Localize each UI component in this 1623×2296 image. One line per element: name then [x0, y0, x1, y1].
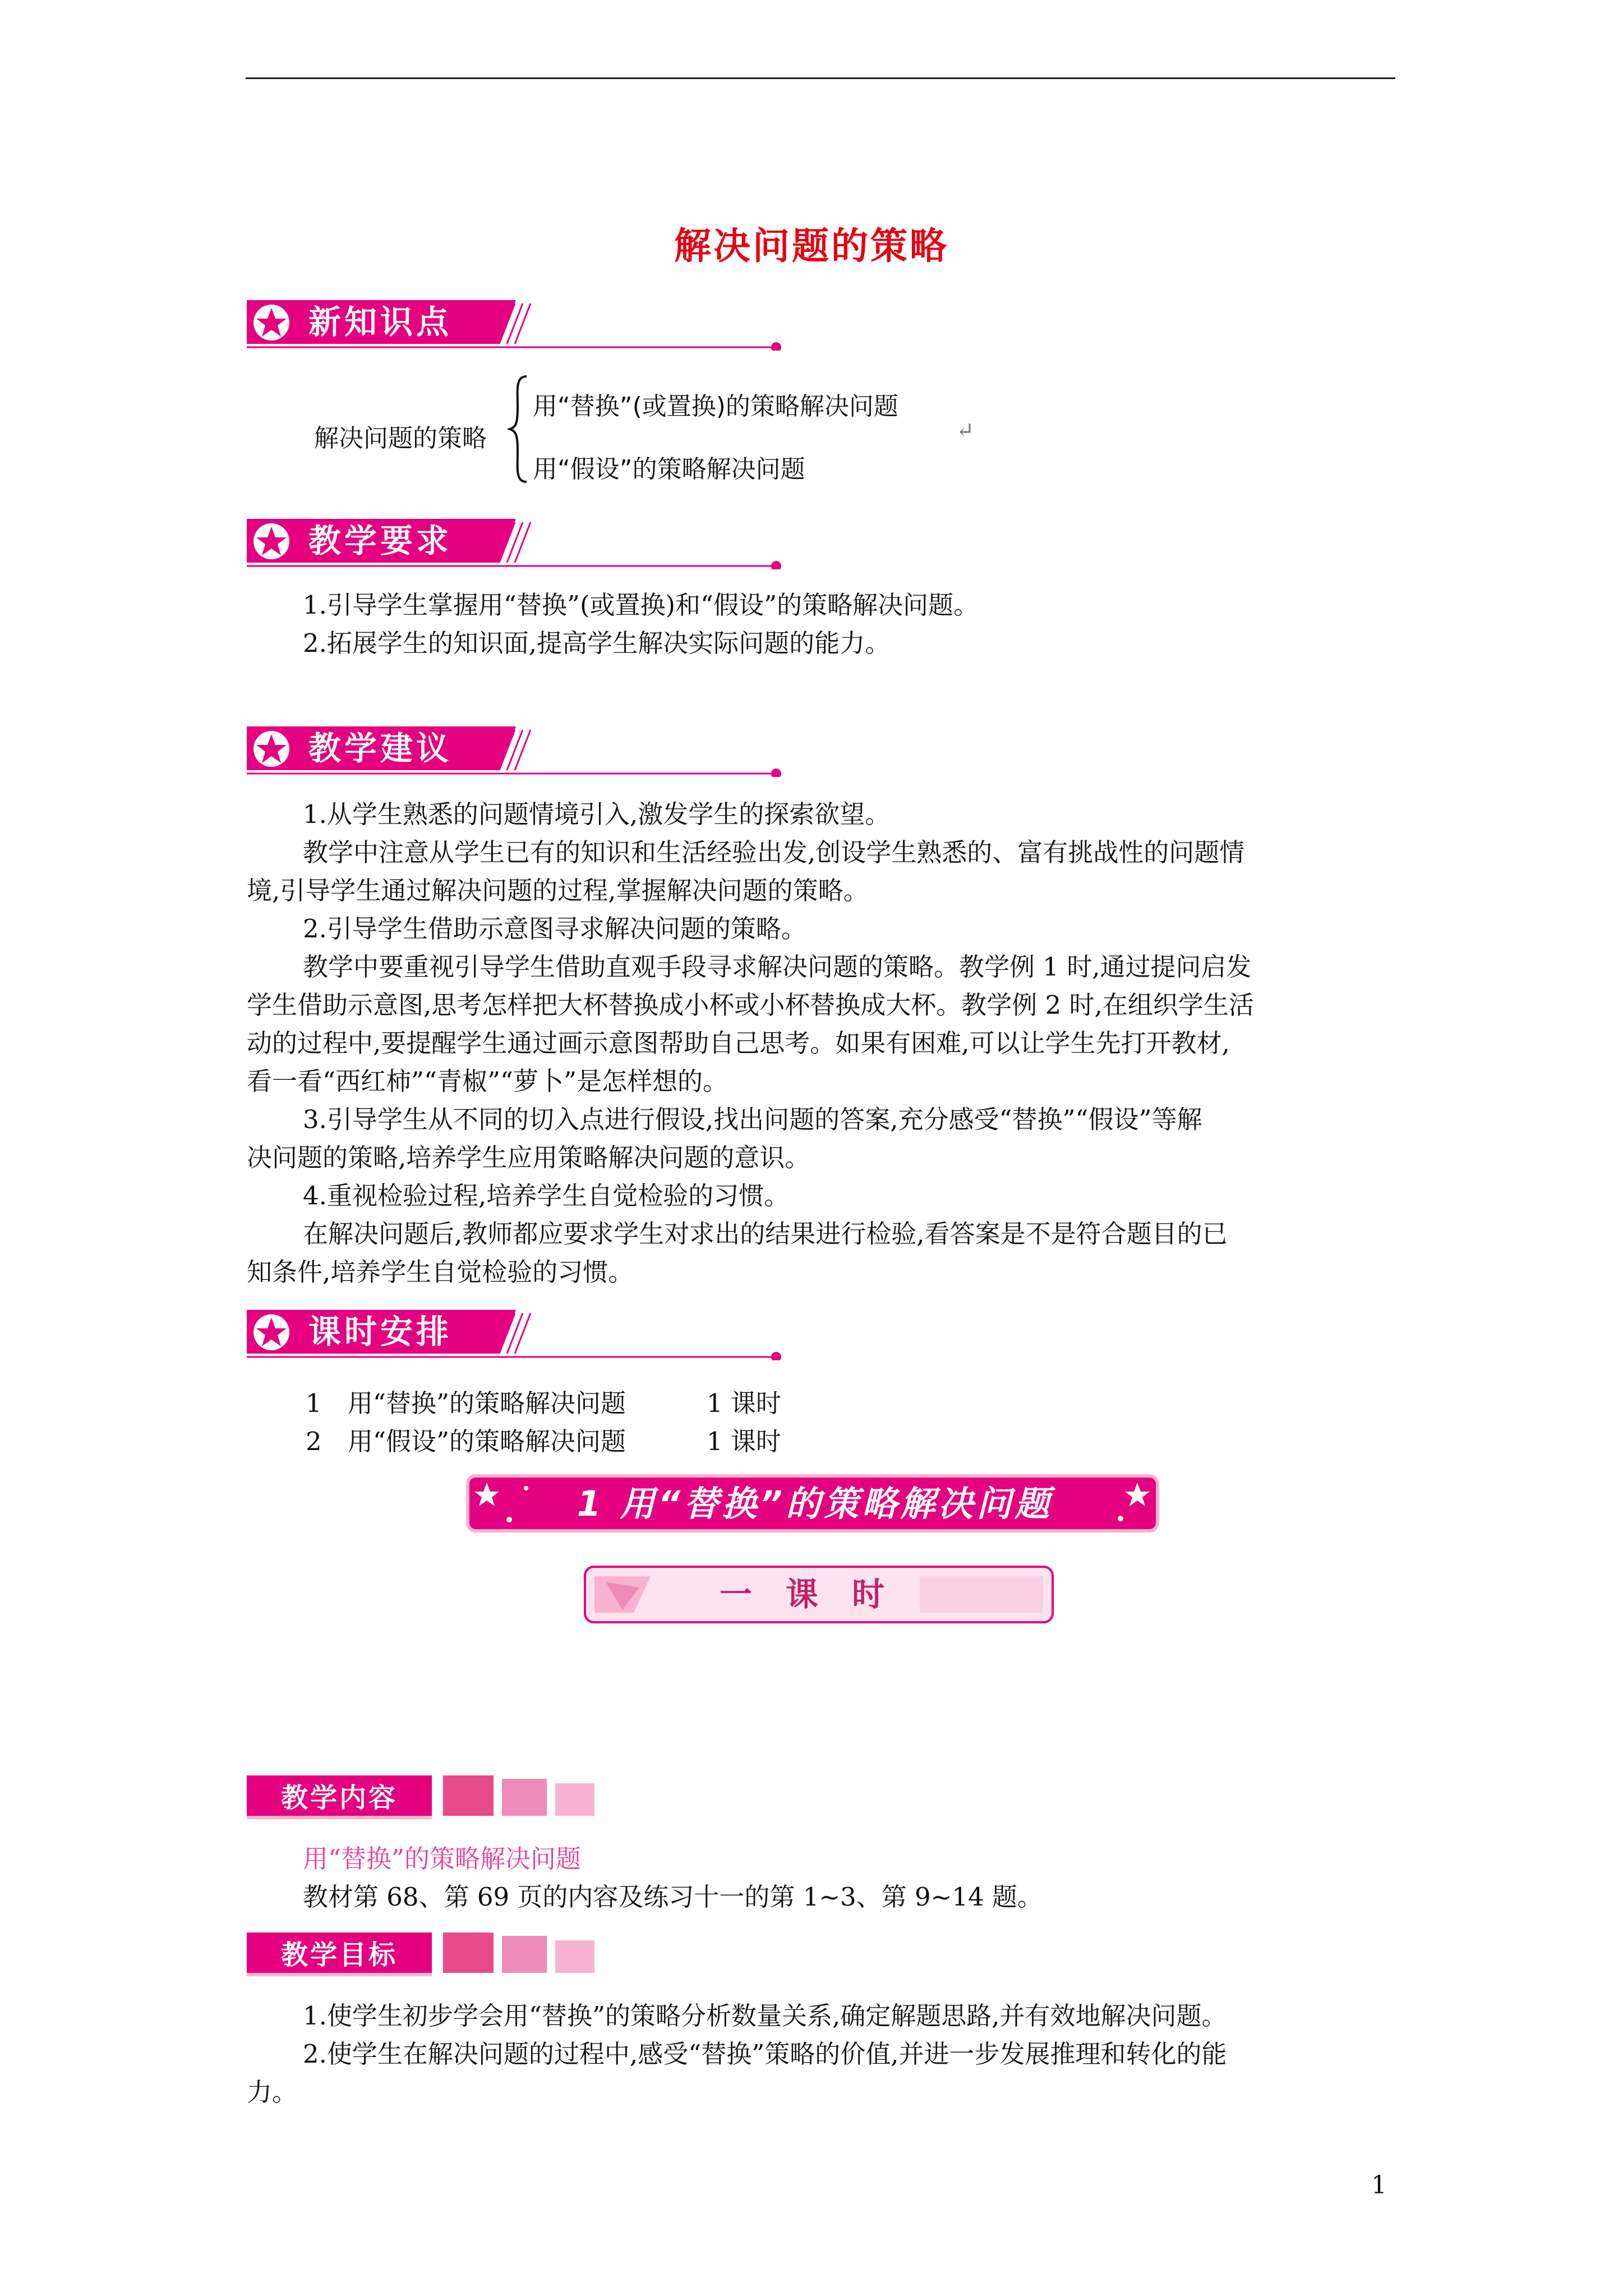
period-label: 一课时: [719, 1575, 918, 1613]
schedule-hours: 1 课时: [707, 1427, 781, 1456]
schedule-num: 1: [306, 1388, 322, 1418]
content-title: 用“替换”的策略解决问题: [303, 1844, 582, 1874]
suggestion-line: 动的过程中,要提醒学生通过画示意图帮助自己思考。如果有困难,可以让学生先打开教材,: [247, 1028, 1230, 1058]
page-title: 解决问题的策略: [674, 224, 949, 268]
suggestion-line: 学生借助示意图,思考怎样把大杯替换成小杯或小杯替换成大杯。教学例 2 时,在组织学生活: [247, 990, 1254, 1020]
period-box: [583, 1565, 1054, 1624]
goal-line: 力。: [247, 2077, 298, 2107]
goals-tag: [247, 1932, 606, 1977]
section-heading: 新知识点: [308, 303, 453, 341]
diagram-root: 解决问题的策略: [314, 424, 487, 453]
section-banner-schedule: [247, 1310, 808, 1360]
section-banner-suggestions: [247, 726, 808, 777]
return-mark-icon: ↵: [956, 418, 974, 443]
goal-line: 2.使学生在解决问题的过程中,感受“替换”策略的价值,并进一步发展推理和转化的能: [303, 2039, 1227, 2069]
content-text: 教材第 68、第 69 页的内容及练习十一的第 1~3、第 9~14 题。: [303, 1882, 1043, 1912]
star-icon: [252, 303, 291, 342]
diagram-branch-replace: 用“替换”(或置换)的策略解决问题: [533, 392, 898, 421]
star-icon: [252, 1313, 291, 1351]
suggestion-line: 看一看“西红柿”“青椒”“萝卜”是怎样想的。: [247, 1066, 728, 1096]
section-heading: 教学要求: [308, 522, 453, 560]
lesson-banner-title: 1 用“替换”的策略解决问题: [577, 1483, 1053, 1524]
star-icon: [252, 730, 291, 768]
schedule-topic: 用“假设”的策略解决问题: [348, 1427, 626, 1456]
goal-line: 1.使学生初步学会用“替换”的策略分析数量关系,确定解题思路,并有效地解决问题。: [303, 2001, 1227, 2031]
star-icon: [252, 522, 291, 560]
suggestion-line: 境,引导学生通过解决问题的过程,掌握解决问题的策略。: [247, 876, 869, 905]
schedule-hours: 1 课时: [707, 1388, 781, 1418]
suggestion-line: 2.引导学生借助示意图寻求解决问题的策略。: [303, 914, 806, 944]
requirement-item: 2.拓展学生的知识面,提高学生解决实际问题的能力。: [303, 628, 891, 658]
suggestion-line: 4.重视检验过程,培养学生自觉检验的习惯。: [303, 1181, 790, 1211]
section-banner-new-knowledge: [247, 300, 808, 351]
section-banner-requirements: [247, 519, 808, 569]
lesson-banner: [464, 1471, 1165, 1536]
suggestion-line: 教学中要重视引导学生借助直观手段寻求解决问题的策略。教学例 1 时,通过提问启发: [303, 952, 1252, 982]
curly-brace-icon: [508, 373, 530, 485]
requirement-item: 1.引导学生掌握用“替换”(或置换)和“假设”的策略解决问题。: [303, 590, 979, 620]
suggestion-line: 1.从学生熟悉的问题情境引入,激发学生的探索欲望。: [303, 799, 891, 829]
suggestion-line: 决问题的策略,培养学生应用策略解决问题的意识。: [247, 1143, 810, 1172]
header-rule: [246, 77, 1395, 79]
page-number: 1: [1371, 2171, 1387, 2200]
tag-label: 教学内容: [280, 1782, 398, 1814]
suggestion-line: 3.引导学生从不同的切入点进行假设,找出问题的答案,充分感受“替换”“假设”等解: [303, 1105, 1202, 1134]
suggestion-line: 在解决问题后,教师都应要求学生对求出的结果进行检验,看答案是不是符合题目的已: [303, 1219, 1228, 1249]
diagram-branch-assume: 用“假设”的策略解决问题: [533, 455, 805, 484]
section-heading: 教学建议: [308, 729, 453, 767]
suggestion-line: 教学中注意从学生已有的知识和生活经验出发,创设学生熟悉的、富有挑战性的问题情: [303, 838, 1245, 867]
section-heading: 课时安排: [308, 1313, 453, 1351]
tag-label: 教学目标: [280, 1939, 398, 1971]
content-tag: [247, 1775, 606, 1820]
schedule-num: 2: [306, 1427, 322, 1456]
schedule-topic: 用“替换”的策略解决问题: [348, 1388, 626, 1418]
suggestion-line: 知条件,培养学生自觉检验的习惯。: [247, 1257, 634, 1287]
